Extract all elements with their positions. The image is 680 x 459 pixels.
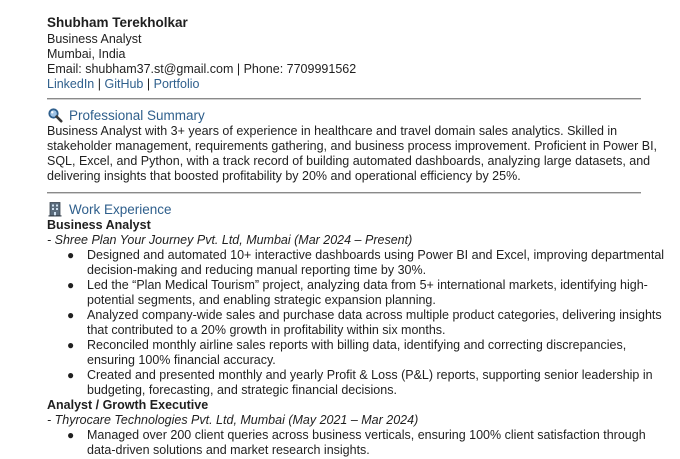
summary-line: Business Analyst with 3+ years of experience in healthcare and travel domain sales analytics. Skilled in bbox=[47, 124, 618, 138]
bullet-text: ensuring 100% financial accuracy. bbox=[87, 353, 276, 367]
bullet-text: data-driven solutions and market research insights. bbox=[87, 443, 370, 457]
list-item bbox=[47, 248, 665, 278]
section-divider bbox=[47, 192, 641, 194]
list-item bbox=[47, 338, 640, 368]
candidate-name: Shubham Terekholkar bbox=[47, 15, 188, 30]
job-company: - Thyrocare Technologies Pvt. Ltd, Mumbai (May 2021 – Mar 2024) bbox=[47, 413, 419, 427]
bullet-text: Led the “Plan Medical Tourism” project, analyzing data from 5+ international markets, identifying high- bbox=[87, 278, 648, 292]
job-title: Business Analyst bbox=[47, 218, 151, 232]
bullet-text: Created and presented monthly and yearly Profit & Loss (P&L) reports, supporting senior leadership in bbox=[87, 368, 653, 382]
bullet-icon: ● bbox=[67, 278, 75, 292]
experience-heading bbox=[47, 200, 640, 218]
list-item bbox=[47, 428, 646, 458]
summary-line: delivering insights that boosted profitability by 20% and operational efficiency by 25%. bbox=[47, 169, 521, 183]
list-item bbox=[47, 308, 662, 338]
portfolio-link[interactable]: Portfolio bbox=[153, 77, 200, 91]
building-icon bbox=[47, 201, 63, 217]
summary-title: Professional Summary bbox=[69, 107, 205, 123]
summary-line: stakeholder management, requirements gathering, and business process improvement. Proficient in Power BI, bbox=[47, 139, 658, 153]
summary-heading bbox=[47, 106, 640, 124]
candidate-location: Mumbai, India bbox=[47, 47, 126, 61]
candidate-title: Business Analyst bbox=[47, 32, 142, 46]
bullet-text: Designed and automated 10+ interactive dashboards using Power BI and Excel, improving departmental bbox=[87, 248, 665, 262]
bullet-icon: ● bbox=[67, 248, 75, 262]
bullet-text: that contributed to a 20% growth in profitability within six months. bbox=[87, 323, 446, 337]
job-bullets bbox=[47, 248, 665, 398]
link-separator: | bbox=[97, 77, 101, 91]
job-company: - Shree Plan Your Journey Pvt. Ltd, Mumbai (Mar 2024 – Present) bbox=[47, 233, 413, 247]
bullet-text: Reconciled monthly airline sales reports with billing data, identifying and correcting discrepancies, bbox=[87, 338, 627, 352]
github-link[interactable]: GitHub bbox=[104, 77, 144, 91]
job-title: Analyst / Growth Executive bbox=[47, 398, 209, 412]
contact-line: Email: shubham37.st@gmail.com | Phone: 7709991562 bbox=[47, 62, 357, 76]
bullet-text: decision-making and reducing manual reporting time by 30%. bbox=[87, 263, 427, 277]
summary-line: SQL, Excel, and Python, with a track record of building automated dashboards, analyzing large datasets, and bbox=[47, 154, 651, 168]
summary-body bbox=[47, 124, 658, 184]
bullet-icon: ● bbox=[67, 308, 75, 322]
magnifier-icon bbox=[47, 107, 63, 123]
job-entry bbox=[47, 218, 665, 398]
bullet-text: potential segments, and enabling strategic expansion planning. bbox=[87, 293, 436, 307]
list-item bbox=[47, 368, 653, 398]
bullet-text: Analyzed company-wide sales and purchase data across multiple product categories, delivering insights bbox=[87, 308, 662, 322]
bullet-icon: ● bbox=[67, 338, 75, 352]
bullet-icon: ● bbox=[67, 368, 75, 382]
bullet-icon: ● bbox=[67, 428, 75, 442]
experience-title: Work Experience bbox=[69, 201, 172, 217]
bullet-text: budgeting, forecasting, and strategic financial decisions. bbox=[87, 383, 397, 397]
link-separator: | bbox=[146, 77, 151, 91]
list-item bbox=[47, 278, 648, 308]
bullet-text: Managed over 200 client queries across business verticals, ensuring 100% client satisfaction through bbox=[87, 428, 646, 442]
section-divider bbox=[47, 98, 641, 100]
profile-links bbox=[47, 77, 640, 92]
job-bullets bbox=[47, 428, 646, 458]
job-entry bbox=[47, 398, 646, 458]
linkedin-link[interactable]: LinkedIn bbox=[47, 77, 95, 91]
